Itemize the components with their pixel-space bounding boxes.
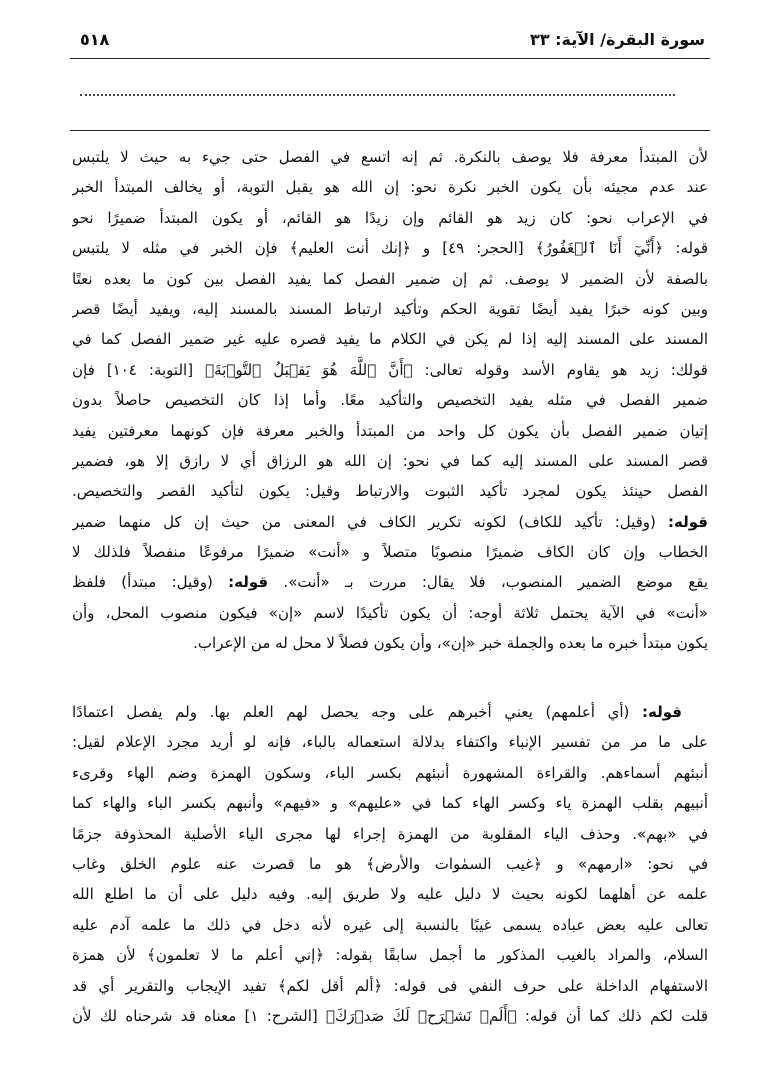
text-line: يكون مبتدأ خبره ما بعده والجملة خبر «إن»، وأن يكون فصلاً لا محل له من الإعراب. [193,634,708,653]
text-line: يقع موضع الضمير المنصوب، فلا يقال: مررت بـ «أنت». قوله: (وقيل: مبتدأ) فلفظ [72,573,708,592]
text-line: «أنت» في الآية يحتمل ثلاثة أوجه: أن يكون تأكيدًا لاسم «إن» فيكون منصوب المحل، وأن [72,603,708,622]
text-line: في الإعراب نحو: كان زيد هو القائم وإن زيدًا هو القائم، أو يكون المبتدأ ضميرًا نحو [72,208,708,227]
text-line: أنبيهم بقلب الهمزة ياء وكسر الهاء كما في «عليهم» و «فيهم» وأنبهم بكسر الباء والهاء كما [72,794,708,813]
text-line: أنبئهم أسماءهم. والقراءة المشهورة أنبئهم بكسر الباء، وسكون الهمزة وضم الهاء وقرىء [72,763,708,782]
text-line: الفصل حينئذ يكون لمجرد تأكيد الثبوت والارتباط وقيل: يكون لتأكيد القصر والتخصيص. [72,482,708,501]
text-line: الخطاب وإن كان الكاف ضميرًا منصوبًا متصلاً و «أنت» ضميرًا مرفوعًا منفصلاً فلذلك لا [72,543,708,562]
text-line: بالصفة لأن الضمير لا يوصف. ثم إن ضمير الفصل كما يفيد الفصل بين كون ما بعده نعتًا [72,269,708,288]
text-line: لأن المبتدأ معرفة فلا يوصف بالنكرة. ثم إنه اتسع في الفصل حتى جيء به حيث لا يلتبس [72,148,708,166]
text-line: قولك: زيد هو يقاوم الأسد وقوله تعالى: ﴿أَنَّ ٱللَّهَ هُوَ يَقۡبَلُ ٱلتَّوۡبَةَ﴾ [التوبة: ١٠٤] فإن [72,360,708,379]
text-line: قوله: ﴿أَنِّيٓ أَنَا ٱلۡغَفُورُ﴾ [الحجر: ٤٩] و ﴿إنك أنت العليم﴾ فإن الخبر في مثله لا يلتبس [72,239,708,258]
text-line: قوله: (وقيل: تأكيد للكاف) لكونه تكرير الكاف في المعنى من حيث إن كل منهما ضمير [72,512,708,531]
lemma-marker: قوله: [642,703,682,721]
text-line: قلت لكم ذلك كما أن قوله: ﴿أَلَمۡ نَشۡرَحۡ لَكَ صَدۡرَكَ﴾ [الشرح: ١] معناه قد شرحناه لك لأن [72,1006,708,1025]
lemma-marker: قوله: [668,512,708,531]
text-line: ضمير الفصل في مثله يفيد التخصيص والتأكيد معًا. وأما إذا كان التخصيص حاصلاً بدون [72,391,708,410]
text-line: في «بهم». وحذف الياء المقلوبة من الهمزة إجراء لها مجرى الياء الأصلية المحذوفة جزمًا [72,824,708,843]
lemma-marker: قوله: [228,573,269,592]
text-line: في نحو: «ارمهم» و ﴿غيب السمٰوات والأرض﴾ هو ما قصرت عنه علوم الخلق وغاب [72,854,708,873]
text-line: على ما مر من تفسير الإنباء واكتفاء بدلالة استعماله بالباء، فإنه لو أريد مجرد الإعلام لقيل: [72,733,708,752]
text-line: عند عدم مجيئه بأن يكون الخبر نكرة نحو: إن الله هو يقبل التوبة، أو يخالف المبتدأ الخبر [72,178,708,197]
running-header-title: سورة البقرة/ الآية: ٣٣ [530,30,705,49]
text-line: المسند على المسند إليه إذا لم يكن في الكلام ما يفيد قصره عليه غير ضمير الفصل كما في [72,330,708,349]
text-line: علمه عن أهلهما لكونه بحيث لا دليل عليه ولا طريق إليه. وفيه دليل على أن ما اطلع الله [72,885,708,904]
text-line: تعالى عليه بعض عباده يسمى غيبًا بالنسبة إلى غيره لأنه دخل في ذلك ما علمه آدم عليه [72,915,708,934]
page-number: ٥١٨ [80,30,110,49]
text-line: السلام، والمراد بالغيب المذكور ما أجمل سابقًا بقوله: ﴿إني أعلم ما لا تعلمون﴾ لأن همزة [72,946,708,965]
header-rule [70,58,710,59]
text-line: إتيان ضمير الفصل بأن يكون كل واحد من المبتدأ والخبر معرفة فإن كونهما معرفتين يفيد [72,421,708,440]
paragraph-1 [72,142,708,659]
section-rule [70,130,710,131]
text-line: وبين كونه خبرًا يفيد أيضًا تقوية الحكم وتأكيد ارتباط المسند بالمسند إليه، ويفيد أيضًا قصر [72,299,708,318]
text-line: قصر المسند على المسند إليه كما في نحو: إن الله هو الرزاق أي لا رازق إلا هو، فضمير [72,451,708,470]
text-line: الاستفهام الداخلة على حرف النفي فى قوله: ﴿ألم أقل لكم﴾ تفيد الإيجاب والتقرير أي قد [72,976,708,995]
paragraph-2 [72,697,708,1031]
dotted-separator [80,94,675,96]
text-line: قوله: (أي أعلمهم) يعني أخبرهم على وجه يحصل لهم العلم بها. ولم يفصل اعتمادًا [72,703,682,721]
